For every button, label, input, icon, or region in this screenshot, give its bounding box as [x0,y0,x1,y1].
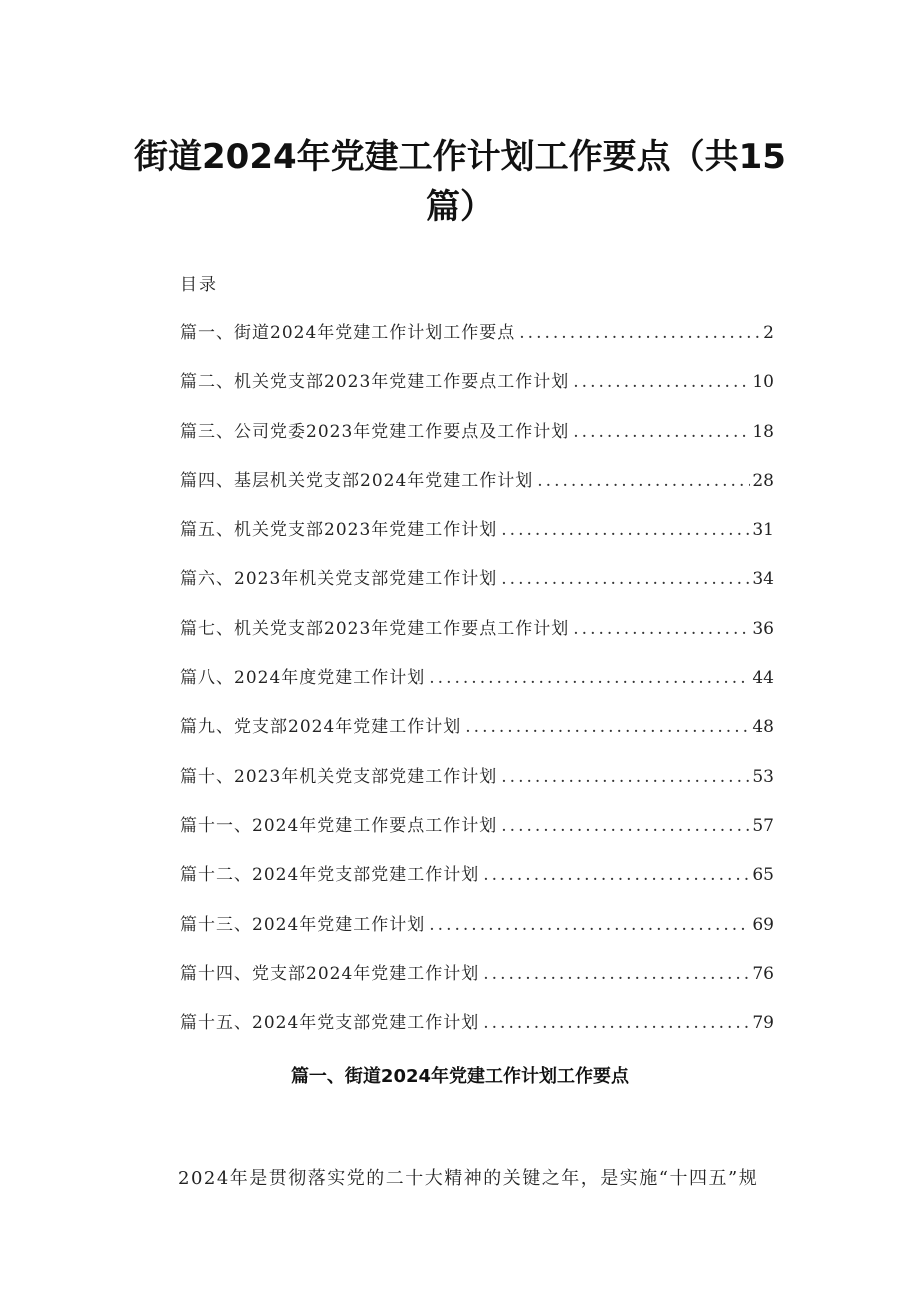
toc-entry-label: 篇七、机关党支部2023年党建工作要点工作计划 [180,618,570,639]
toc-leader-dots [573,372,750,392]
toc-entry-page: 53 [752,766,774,787]
toc-entry[interactable] [180,663,774,712]
toc-leader-dots [519,323,761,343]
toc-entry-page: 10 [752,372,774,393]
toc-leader-dots [501,767,750,787]
document-title: 街道2024年党建工作计划工作要点（共15篇） [134,137,786,227]
toc-entry-page: 57 [752,815,774,836]
toc-entry-page: 18 [752,421,774,442]
toc-leader-dots [501,816,750,836]
toc-entry-page: 79 [752,1013,774,1034]
table-of-contents [180,318,774,1057]
body-paragraph: 2024年是贯彻落实党的二十大精神的关键之年，是实施“十四五”规 [178,1168,759,1189]
toc-entry-label: 篇十一、2024年党建工作要点工作计划 [180,815,498,836]
toc-entry-page: 31 [752,520,774,541]
toc-entry-page: 76 [752,963,774,984]
toc-leader-dots [465,717,750,737]
toc-entry-label: 篇十五、2024年党支部党建工作计划 [180,1013,480,1034]
toc-entry-page: 48 [752,717,774,738]
toc-entry-label: 篇十四、党支部2024年党建工作计划 [180,963,480,984]
toc-entry-page: 36 [752,618,774,639]
toc-entry-label: 篇三、公司党委2023年党建工作要点及工作计划 [180,421,570,442]
toc-heading: 目录 [180,275,218,295]
toc-entry-label: 篇十、2023年机关党支部党建工作计划 [180,766,498,787]
toc-entry[interactable] [180,860,774,909]
toc-entry[interactable] [180,712,774,761]
toc-entry-page: 44 [752,668,774,689]
toc-entry-label: 篇十二、2024年党支部党建工作计划 [180,865,480,886]
toc-entry-label: 篇二、机关党支部2023年党建工作要点工作计划 [180,372,570,393]
toc-entry[interactable] [180,515,774,564]
toc-entry-page: 2 [763,323,774,343]
toc-entry[interactable] [180,564,774,613]
toc-entry-label: 篇八、2024年度党建工作计划 [180,668,426,689]
toc-leader-dots [537,471,750,491]
toc-entry-label: 篇九、党支部2024年党建工作计划 [180,717,462,738]
toc-leader-dots [429,668,750,688]
toc-entry-label: 篇六、2023年机关党支部党建工作计划 [180,569,498,590]
toc-leader-dots [573,619,750,639]
toc-entry-label: 篇四、基层机关党支部2024年党建工作计划 [180,470,534,491]
toc-entry[interactable] [180,959,774,1008]
toc-entry[interactable] [180,811,774,860]
toc-entry[interactable] [180,614,774,663]
toc-leader-dots [483,1013,750,1033]
toc-leader-dots [429,915,750,935]
toc-entry-page: 69 [752,914,774,935]
toc-entry[interactable] [180,367,774,416]
toc-entry-label: 篇五、机关党支部2023年党建工作计划 [180,520,498,541]
toc-entry-page: 65 [752,865,774,886]
toc-leader-dots [483,964,750,984]
toc-entry[interactable] [180,762,774,811]
toc-leader-dots [483,865,750,885]
toc-entry[interactable] [180,1008,774,1057]
toc-entry[interactable] [180,318,774,367]
section-heading: 篇一、街道2024年党建工作计划工作要点 [290,1066,630,1087]
toc-entry-page: 28 [752,470,774,491]
toc-entry-page: 34 [752,569,774,590]
toc-entry-label: 篇十三、2024年党建工作计划 [180,914,426,935]
toc-leader-dots [573,422,750,442]
toc-entry[interactable] [180,466,774,515]
toc-leader-dots [501,520,750,540]
toc-leader-dots [501,569,750,589]
toc-entry[interactable] [180,417,774,466]
toc-entry[interactable] [180,910,774,959]
toc-entry-label: 篇一、街道2024年党建工作计划工作要点 [180,323,516,343]
